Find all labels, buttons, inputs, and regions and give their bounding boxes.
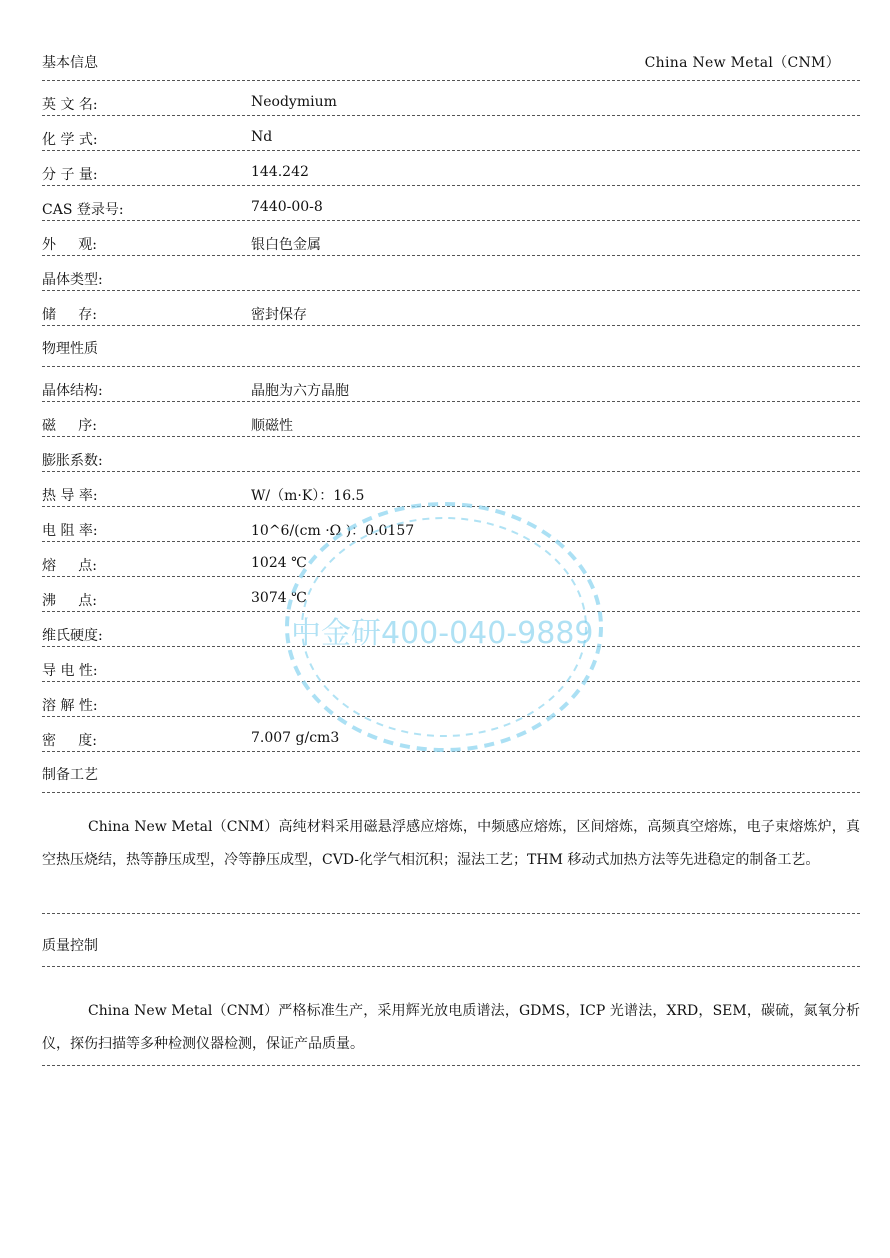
property-row xyxy=(42,507,860,541)
property-row xyxy=(42,717,860,751)
property-label: 维氏硬度: xyxy=(42,628,103,644)
property-row xyxy=(42,221,860,255)
property-value: 7440-00-8 xyxy=(251,199,323,215)
watermark-text: 中金研400-040-9889 xyxy=(291,616,594,651)
divider xyxy=(42,1065,860,1066)
property-row xyxy=(42,256,860,290)
property-row xyxy=(42,472,860,506)
property-label: 化 学 式: xyxy=(42,132,98,148)
property-label: CAS 登录号: xyxy=(42,202,124,218)
property-value: 144.242 xyxy=(251,164,309,180)
property-value: Neodymium xyxy=(251,94,337,110)
property-label: 密 度: xyxy=(42,733,97,749)
document-page xyxy=(42,0,860,1066)
property-label: 膨胀系数: xyxy=(42,453,103,469)
process-paragraph: China New Metal（CNM）高纯材料采用磁悬浮感应熔炼，中频感应熔炼，区间熔炼，高频真空熔炼，电子束熔炼炉，真空热压烧结，热等静压成型，冷等静压成型，CVD-化学气相沉积；湿法工艺；THM 移动式加热方法等先进稳定的制备工艺。 xyxy=(42,819,860,868)
quality-paragraph: China New Metal（CNM）严格标准生产，采用辉光放电质谱法，GDMS，ICP 光谱法，XRD，SEM，碳硫，氮氧分析仪，探伤扫描等多种检测仪器检测，保证产品质量。 xyxy=(42,1003,860,1052)
page-header xyxy=(42,0,860,80)
property-value: 银白色金属 xyxy=(251,237,321,253)
property-value: 3074 ℃ xyxy=(251,590,307,606)
property-value: 10^6/(cm ·Ω )：0.0157 xyxy=(251,523,415,539)
property-row xyxy=(42,151,860,185)
property-row xyxy=(42,402,860,436)
property-label: 热 导 率: xyxy=(42,488,98,504)
property-label: 磁 序: xyxy=(42,418,97,434)
property-value: 1024 ℃ xyxy=(251,555,307,571)
property-row xyxy=(42,186,860,220)
property-row xyxy=(42,577,860,611)
property-label: 晶体类型: xyxy=(42,272,103,288)
physical-title: 物理性质 xyxy=(42,341,98,357)
property-label: 英 文 名: xyxy=(42,97,98,113)
property-label: 熔 点: xyxy=(42,558,97,574)
property-label: 储 存: xyxy=(42,307,97,323)
header-title: 基本信息 xyxy=(42,55,98,71)
property-value: 7.007 g/cm3 xyxy=(251,730,340,746)
header-company: China New Metal（CNM） xyxy=(644,55,840,71)
process-section-heading xyxy=(42,752,860,792)
property-label: 晶体结构: xyxy=(42,383,103,399)
property-row xyxy=(42,682,860,716)
property-label: 溶 解 性: xyxy=(42,698,98,714)
property-value: 顺磁性 xyxy=(251,418,293,434)
quality-section-heading xyxy=(42,914,860,966)
quality-title: 质量控制 xyxy=(42,938,98,954)
property-row xyxy=(42,647,860,681)
process-title: 制备工艺 xyxy=(42,767,98,783)
property-row xyxy=(42,437,860,471)
property-row xyxy=(42,367,860,401)
physical-properties-table xyxy=(42,367,860,752)
property-value: Nd xyxy=(251,129,273,145)
physical-section-heading xyxy=(42,326,860,366)
property-value: W/（m·K）：16.5 xyxy=(251,488,365,504)
property-row xyxy=(42,291,860,325)
property-row xyxy=(42,116,860,150)
property-label: 电 阻 率: xyxy=(42,523,98,539)
property-value: 晶胞为六方晶胞 xyxy=(251,383,349,399)
property-label: 沸 点: xyxy=(42,593,97,609)
property-label: 导 电 性: xyxy=(42,663,98,679)
property-value: 密封保存 xyxy=(251,307,307,323)
basic-info-table xyxy=(42,81,860,326)
property-row xyxy=(42,81,860,115)
property-label: 分 子 量: xyxy=(42,167,98,183)
property-row xyxy=(42,542,860,576)
property-label: 外 观: xyxy=(42,237,97,253)
